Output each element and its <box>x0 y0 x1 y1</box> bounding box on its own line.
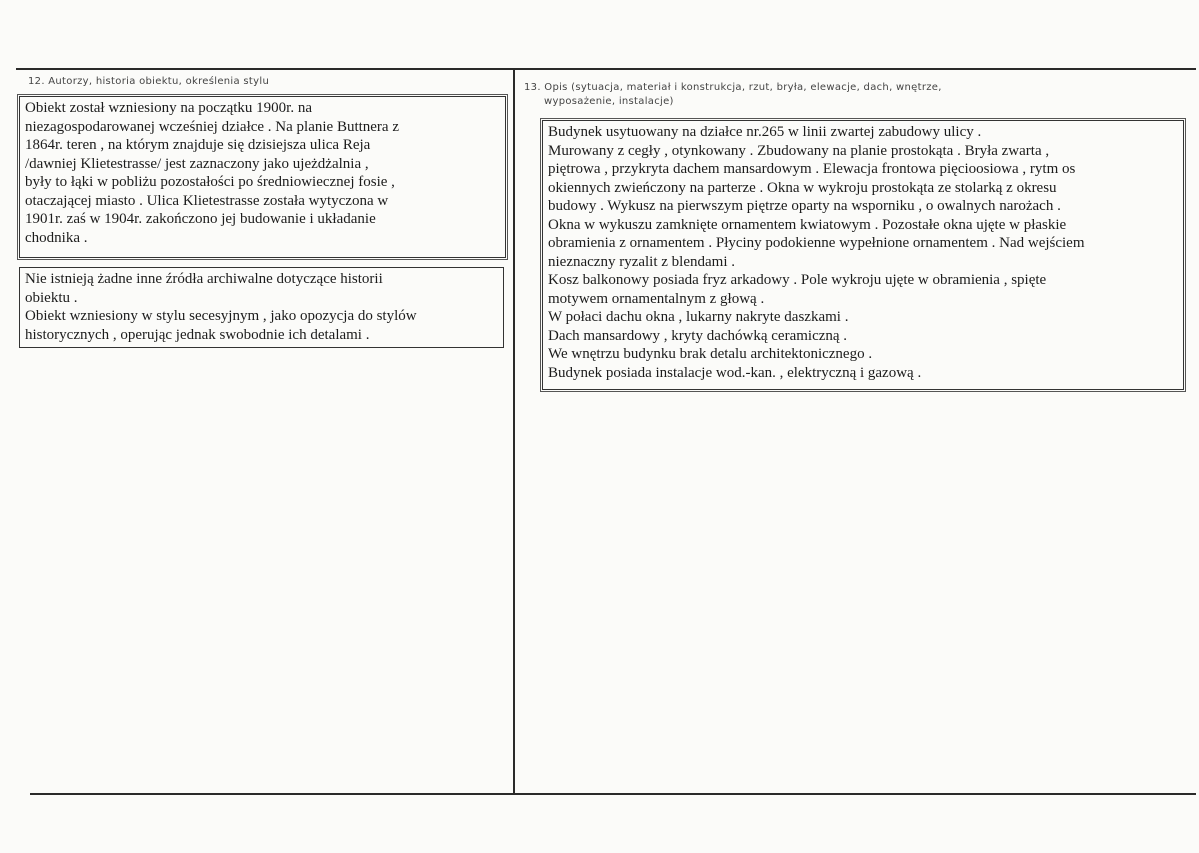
history-line: 1864r. teren , na którym znajduje się dzisiejsza ulica Reja <box>25 137 371 153</box>
sources-line: obiektu . <box>25 289 78 306</box>
description-line: okiennych zwieńczony na parterze . Okna w wykroju prostokąta ze stolarką z okresu <box>548 179 1057 196</box>
description-line: Kosz balkonowy posiada fryz arkadowy . Pole wykroju ujęte w obramienia , spięte <box>548 272 1047 288</box>
history-line: Obiekt został wzniesiony na początku 1900r. na <box>25 100 313 116</box>
description-line: motywem ornamentalnym z głową . <box>548 290 765 307</box>
description-line: Okna w wykuszu zamknięte ornamentem kwiatowym . Pozostałe okna ujęte w płaskie <box>548 216 1067 233</box>
section-13-label-line2: wyposażenie, instalacje) <box>544 96 674 107</box>
sources-line: Nie istnieją żadne inne źródła archiwalne dotyczące historii <box>25 271 383 287</box>
section-12-label: 12. Autorzy, historia obiektu, określenia stylu <box>28 76 270 87</box>
sources-line: historycznych , operując jednak swobodnie ich detalami . <box>25 326 370 343</box>
sources-line: Obiekt wzniesiony w stylu secesyjnym , jako opozycja do stylów <box>25 308 417 324</box>
bottom-rule <box>30 793 1196 795</box>
description-line: nieznaczny ryzalit z blendami . <box>548 253 735 270</box>
description-line: piętrowa , przykryta dachem mansardowym . Elewacja frontowa pięcioosiowa , rytm os <box>548 161 1076 177</box>
description-line: budowy . Wykusz na pierwszym piętrze oparty na wsporniku , o owalnych narożach . <box>548 198 1061 214</box>
description-line: obramienia z ornamentem . Płyciny podokienne wypełnione ornamentem . Nad wejściem <box>548 235 1085 251</box>
description-line: We wnętrzu budynku brak detalu architektonicznego . <box>548 346 873 362</box>
description-line: Dach mansardowy , kryty dachówką ceramiczną . <box>548 327 848 344</box>
history-line: były to łąki w pobliżu pozostałości po średniowiecznej fosie , <box>25 174 395 190</box>
history-line: 1901r. zaś w 1904r. zakończono jej budowanie i układanie <box>25 211 376 227</box>
description-box <box>542 120 1184 390</box>
column-divider <box>513 70 515 794</box>
description-line: Budynek usytuowany na działce nr.265 w linii zwartej zabudowy ulicy . <box>548 124 982 140</box>
history-line: otaczającej miasto . Ulica Klietestrasse została wytyczona w <box>25 192 389 209</box>
section-13-label-line1: 13. Opis (sytuacja, materiał i konstrukcja, rzut, bryła, elewacje, dach, wnętrze, <box>524 82 942 93</box>
top-rule <box>16 68 1196 70</box>
sources-style-box <box>19 267 504 348</box>
history-line: /dawniej Klietestrasse/ jest zaznaczony jako ujeżdżalnia , <box>25 155 369 172</box>
history-line: chodnika . <box>25 229 88 246</box>
description-line: W połaci dachu okna , lukarny nakryte daszkami . <box>548 309 849 325</box>
history-line: niezagospodarowanej wcześniej działce . Na planie Buttnera z <box>25 118 399 135</box>
history-box <box>19 96 506 258</box>
description-line: Budynek posiada instalacje wod.-kan. , elektryczną i gazową . <box>548 364 922 381</box>
description-line: Murowany z cegły , otynkowany . Zbudowany na planie prostokąta . Bryła zwarta , <box>548 142 1050 159</box>
